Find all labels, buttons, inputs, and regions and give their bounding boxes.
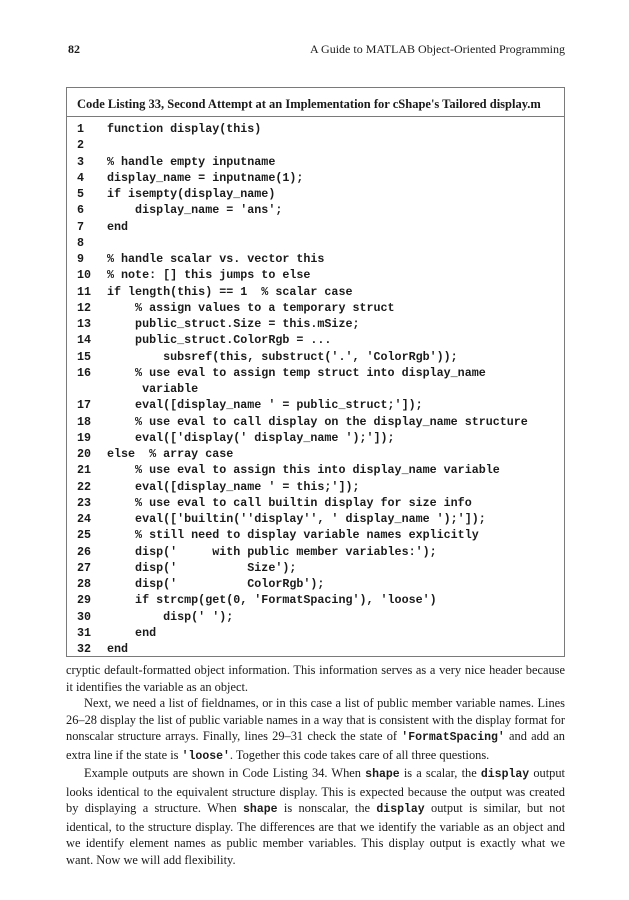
paragraph-3-text-c: output looks identical to the equivalent structure display. This is expected because the output was created by displaying a structure. When [66, 766, 565, 815]
code-text: % note: [] this jumps to else [107, 268, 311, 283]
line-number: 8 [77, 235, 85, 250]
code-text: end [107, 642, 129, 656]
line-number: 31 [77, 625, 92, 640]
line-number: 27 [77, 560, 92, 575]
code-text: end [107, 219, 129, 234]
code-text: % handle scalar vs. vector this [107, 252, 325, 266]
line-number: 20 [77, 447, 92, 461]
paragraph-3-text-a: Example outputs are shown in Code Listing 34. When [84, 766, 366, 780]
line-number: 3 [77, 154, 85, 169]
line-number: 32 [77, 642, 92, 656]
code-text: disp(' with public member variables:'); [107, 544, 437, 559]
line-number: 15 [77, 349, 92, 364]
code-text: % use eval to assign this into display_name variable [107, 463, 500, 478]
line-number: 21 [77, 463, 92, 478]
code-text: subsref(this, substruct('.', 'ColorRgb')); [107, 349, 458, 364]
code-text: public_struct.Size = this.mSize; [107, 317, 360, 331]
paragraph-3-text-b: is a scalar, the [399, 766, 481, 780]
line-number: 4 [77, 170, 85, 185]
inline-code-shape: shape [365, 768, 400, 781]
code-text: eval([display_name ' = public_struct;']); [107, 398, 423, 413]
line-number: 1 [77, 122, 85, 136]
code-text: disp(' '); [107, 609, 234, 624]
line-number: 22 [77, 479, 92, 494]
code-text: eval(['builtin(''display'', ' display_name ');']); [107, 512, 486, 526]
line-number: 13 [77, 317, 92, 331]
line-number: 23 [77, 495, 92, 510]
line-number: 9 [77, 252, 85, 266]
line-number: 16 [77, 365, 92, 380]
code-text: else % array case [107, 447, 234, 461]
line-number: 7 [77, 219, 85, 234]
line-number: 2 [77, 138, 85, 153]
body-text [66, 662, 565, 868]
code-text: % still need to display variable names explicitly [107, 528, 479, 543]
line-number: 29 [77, 593, 92, 608]
paragraph-2-text-a: Next, we need a list of fieldnames, or in this case a list of public member variable names. Lines 26–28 display the list of public variable names in a way that is consistent with the display format for nonscalar structure arrays. Finally, lines 29–31 check the state of [66, 696, 565, 743]
code-text: % use eval to call display on the display_name structure [107, 414, 528, 429]
running-title: A Guide to MATLAB Object-Oriented Programming [310, 42, 565, 56]
code-text: display_name = 'ans'; [107, 203, 283, 218]
code-text: eval([display_name ' = this;']); [107, 479, 360, 494]
line-number: 26 [77, 544, 92, 559]
paragraph-2-text-c: . Together this code takes care of all three questions. [229, 747, 490, 762]
page-header [68, 42, 565, 58]
line-number: 28 [77, 577, 92, 591]
inline-code-loose: 'loose' [181, 749, 230, 763]
caption-divider [67, 116, 564, 117]
code-text: public_struct.ColorRgb = ... [107, 333, 332, 348]
line-number: 12 [77, 300, 92, 315]
inline-code-display-2: display [376, 803, 425, 816]
line-number: 17 [77, 398, 92, 413]
line-number: 5 [77, 187, 85, 201]
line-number: 24 [77, 512, 92, 526]
code-text: % use eval to call builtin display for size info [107, 495, 472, 510]
code-text: if length(this) == 1 % scalar case [107, 284, 353, 299]
paragraph-3-text-e: output is similar, but not identical, to the structure display. The differences are that we identify the variable as an object and we identify element names as public member variables. This display output is exactly what we want. Now we will add flexibility. [66, 801, 566, 867]
line-number: 30 [77, 609, 92, 624]
inline-code-shape-2: shape [243, 803, 278, 816]
code-text: function display(this) [107, 122, 262, 136]
code-text: % use eval to assign temp struct into display_name [107, 365, 486, 380]
line-number: 25 [77, 528, 92, 543]
line-number: 10 [77, 268, 92, 283]
code-text: variable [107, 382, 199, 396]
line-number: 6 [77, 203, 85, 218]
code-text: eval(['display(' display_name ');']); [107, 430, 395, 445]
code-text: % assign values to a temporary struct [107, 300, 395, 315]
line-number: 11 [77, 284, 92, 299]
inline-code-display: display [480, 768, 530, 781]
line-number: 19 [77, 430, 92, 445]
listing-caption: Code Listing 33, Second Attempt at an Implementation for cShape's Tailored display.m [77, 97, 541, 111]
code-text: disp(' ColorRgb'); [107, 577, 325, 591]
paragraph-3 [66, 765, 565, 868]
code-text: if isempty(display_name) [107, 187, 276, 201]
line-number: 18 [77, 414, 92, 429]
code-text: if strcmp(get(0, 'FormatSpacing'), 'loose') [107, 593, 437, 608]
paragraph-2 [66, 695, 565, 765]
code-text: % handle empty inputname [107, 154, 276, 169]
code-text: disp(' Size'); [107, 560, 297, 575]
code-text: display_name = inputname(1); [107, 170, 304, 185]
inline-code-formatspacing: 'FormatSpacing' [401, 731, 505, 744]
paragraph-3-text-d: is nonscalar, the [277, 801, 377, 815]
line-number: 14 [77, 333, 92, 348]
code-listing-box [66, 87, 565, 657]
paragraph-2-text-b: and add an extra line if the state is [66, 729, 565, 762]
paragraph-1: cryptic default-formatted object information. This information serves as a very nice header because it identifies the variable as an object. [66, 663, 565, 694]
page-number: 82 [68, 42, 80, 56]
code-text: end [107, 625, 157, 640]
